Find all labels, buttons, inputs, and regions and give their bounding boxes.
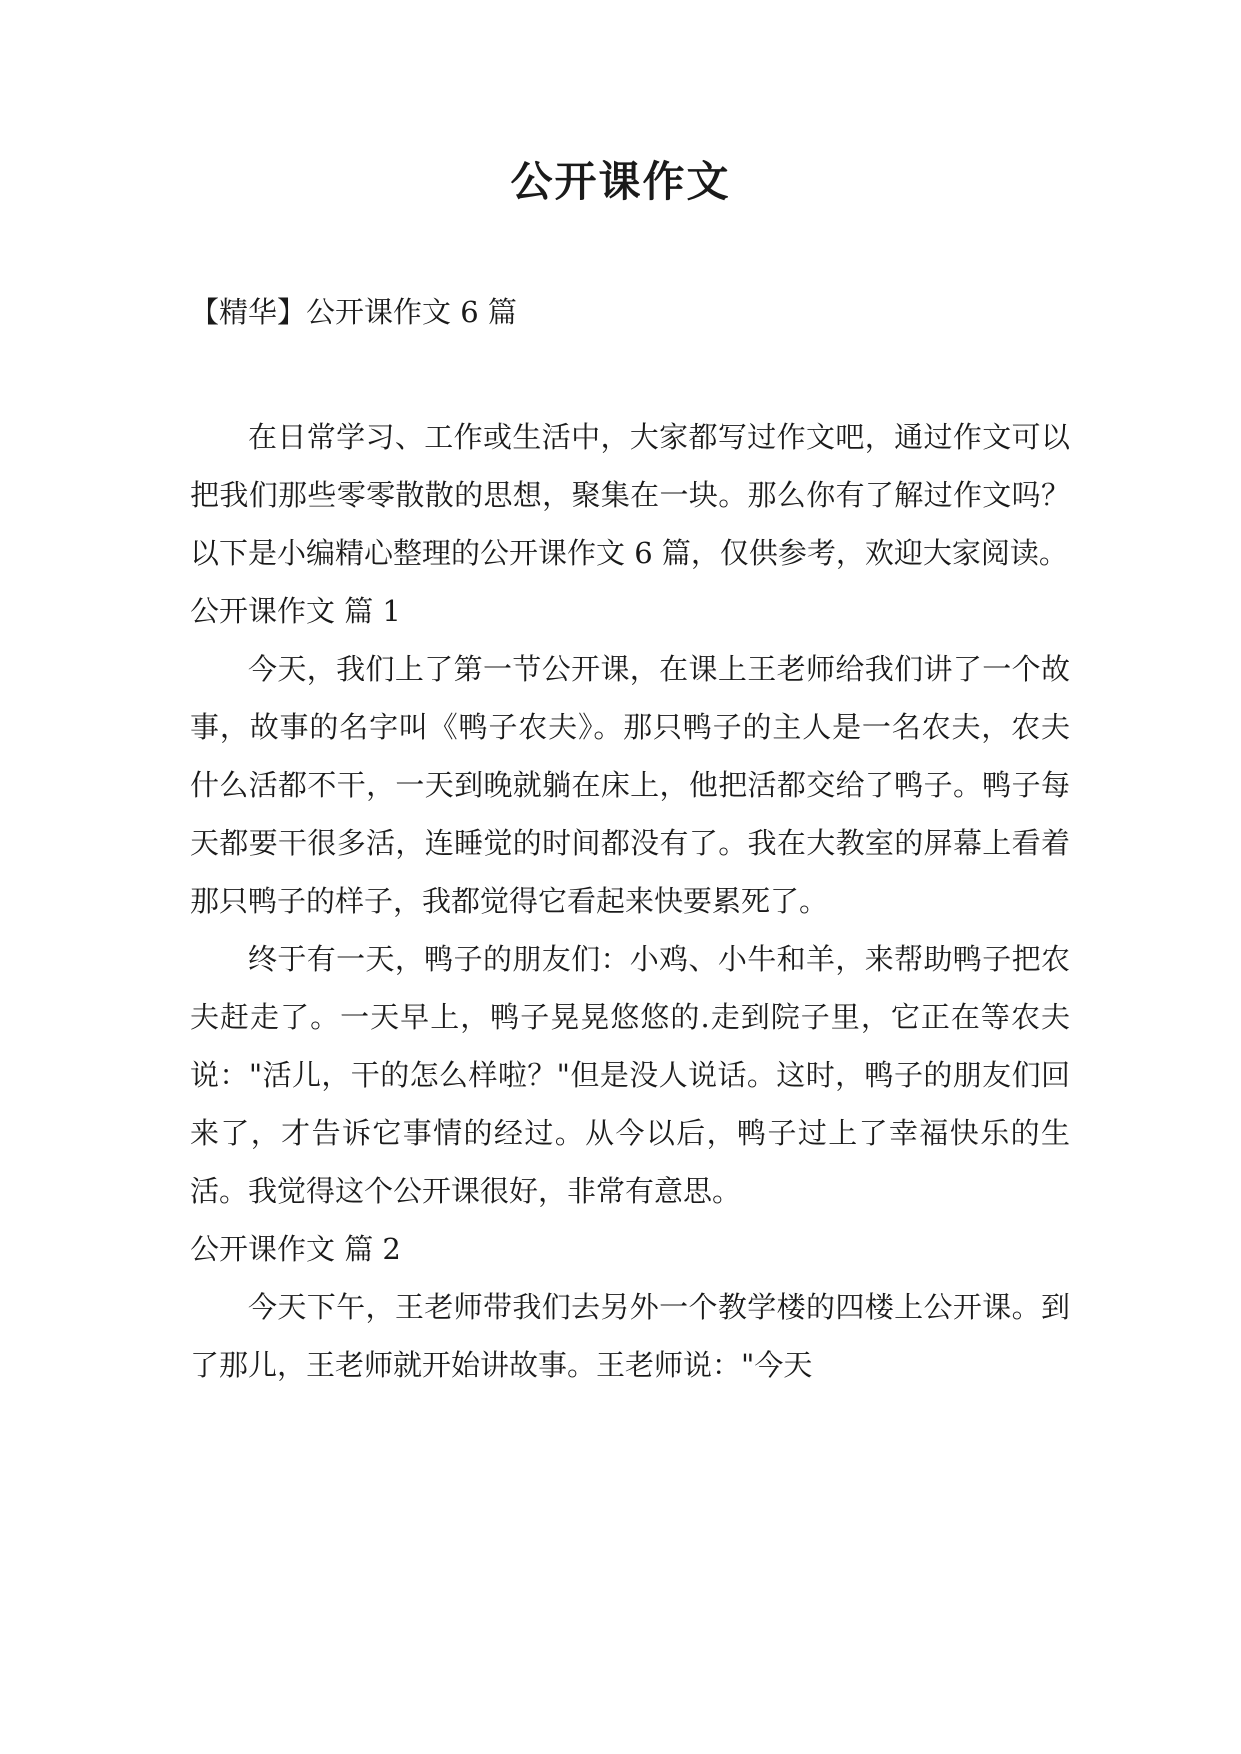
section-1-paragraph-2: 终于有一天，鸭子的朋友们：小鸡、小牛和羊，来帮助鸭子把农夫赶走了。一天早上，鸭子晃晃悠悠的.走到院子里，它正在等农夫说："活儿，干的怎么样啦？"但是没人说话。这时，鸭子的朋友们回来了，才告诉它事情的经过。从今以后，鸭子过上了幸福快乐的生活。我觉得这个公开课很好，非常有意思。 [190,942,1070,1208]
section-heading-2: 公开课作文 篇 2 [190,1232,401,1266]
document-body [190,408,1070,1394]
section-2-paragraph-1: 今天下午，王老师带我们去另外一个教学楼的四楼上公开课。到了那儿，王老师就开始讲故事。王老师说："今天 [190,1290,1070,1382]
section-1-paragraph-1: 今天，我们上了第一节公开课，在课上王老师给我们讲了一个故事，故事的名字叫《鸭子农夫》。那只鸭子的主人是一名农夫，农夫什么活都不干，一天到晚就躺在床上，他把活都交给了鸭子。鸭子每天都要干很多活，连睡觉的时间都没有了。我在大教室的屏幕上看着那只鸭子的样子，我都觉得它看起来快要累死了。 [190,652,1070,918]
section-heading-1: 公开课作文 篇 1 [190,594,401,628]
intro-paragraph: 在日常学习、工作或生活中，大家都写过作文吧，通过作文可以把我们那些零零散散的思想，聚集在一块。那么你有了解过作文吗？以下是小编精心整理的公开课作文 6 篇，仅供参考，欢迎大家阅读。 [190,420,1070,570]
document-title: 公开课作文 [510,157,731,206]
document-subtitle: 【精华】公开课作文 6 篇 [190,295,517,329]
